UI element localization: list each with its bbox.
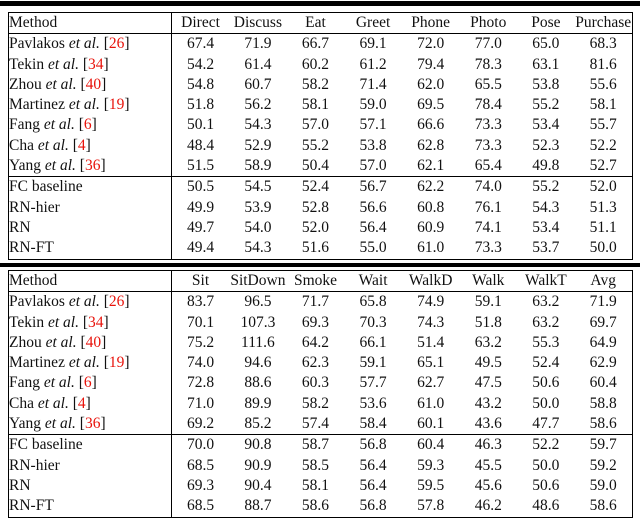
table-row [9,333,633,353]
value-cell: 54.0 [244,218,272,236]
value-cell: 59.1 [359,354,387,372]
table-row [9,394,633,414]
value-cell: 75.2 [186,333,215,351]
column-header: Purchase [575,13,633,34]
value-cell: 73.3 [474,116,502,134]
column-header: Sit [172,271,230,292]
value-cell: 81.6 [589,55,617,73]
value-cell: 58.5 [301,456,330,474]
value-cell: 54.5 [229,177,287,198]
method-cell: Zhou et al. [40] [9,75,172,95]
method-cell [9,456,172,476]
value-cell: 52.4 [287,177,345,198]
method-cell: Pavlakos et al. [26] [9,292,172,313]
value-cell: 74.3 [417,313,445,331]
value-cell: 57.4 [301,415,330,433]
value-cell: 53.6 [359,394,387,412]
value-cell: 72.0 [417,35,445,53]
method-name: Tekin [9,55,45,73]
value-cell: 111.6 [241,333,275,351]
value-cell: 47.7 [532,415,560,433]
value-cell: 48.4 [186,136,215,154]
value-cell: 74.0 [459,177,517,198]
etal-text: et al. [44,415,76,433]
method-cell [9,238,172,259]
value-cell: 63.2 [532,293,560,311]
citation-number: 26 [108,293,125,311]
method-cell: Tekin et al. [34] [9,55,172,75]
value-cell: 61.4 [244,55,272,73]
value-cell: 78.3 [474,55,502,73]
value-cell: 48.6 [532,497,560,515]
citation-number: 6 [83,374,92,392]
value-cell: 50.0 [589,239,617,257]
column-header-method: Method [9,13,172,34]
header-row [9,13,633,34]
value-cell: 68.3 [589,35,617,53]
value-cell: 83.7 [186,293,215,311]
etal-text: et al. [68,96,100,114]
column-header-method: Method [9,271,172,292]
column-header: Wait [344,271,402,292]
citation-number: 40 [85,333,102,351]
etal-text: et al. [44,157,76,175]
etal-text: et al. [47,313,79,331]
value-cell: 61.0 [417,394,445,412]
method-name: RN-FT [9,239,54,257]
etal-text: et al. [45,75,77,93]
citation-number: 34 [88,55,104,73]
column-header: Discuss [229,13,287,34]
citation-number: 6 [83,116,92,134]
value-cell: 107.3 [240,313,276,331]
value-cell: 58.1 [301,476,330,494]
value-cell: 71.4 [359,75,387,93]
value-cell: 60.4 [589,374,617,392]
value-cell: 76.1 [474,198,502,216]
value-cell: 62.8 [417,136,445,154]
value-cell: 60.4 [402,435,460,456]
method-cell [9,435,172,456]
value-cell: 60.7 [244,75,272,93]
value-cell: 45.5 [474,456,502,474]
table-row [9,292,633,313]
value-cell: 55.3 [532,333,560,351]
value-cell: 90.4 [244,476,272,494]
method-cell: Pavlakos et al. [26] [9,34,172,55]
value-cell: 73.3 [474,136,502,154]
method-name: Fang [9,116,40,134]
value-cell: 66.7 [301,35,330,53]
value-cell: 78.4 [474,96,502,114]
value-cell: 58.6 [589,415,617,433]
method-cell: Yang et al. [36] [9,156,172,177]
value-cell: 73.3 [474,239,502,257]
results-table-top [8,12,633,260]
method-name: Yang [9,157,42,175]
value-cell: 74.9 [417,293,445,311]
value-cell: 54.3 [532,198,560,216]
value-cell: 58.1 [589,96,617,114]
value-cell: 56.2 [244,96,272,114]
value-cell: 55.2 [532,96,560,114]
method-name: RN-hier [9,456,60,474]
table-row [9,95,633,115]
value-cell: 46.3 [459,435,517,456]
table-row [9,373,633,393]
value-cell: 59.5 [417,476,445,494]
method-name: Pavlakos [9,293,65,311]
citation-number: 19 [108,96,125,114]
method-cell [9,476,172,496]
column-header: Greet [344,13,402,34]
method-cell: Zhou et al. [40] [9,333,172,353]
citation-number: 4 [77,394,86,412]
value-cell: 51.6 [301,239,330,257]
method-cell: Yang et al. [36] [9,414,172,435]
value-cell: 89.9 [244,394,272,412]
value-cell: 69.2 [186,415,215,433]
header-row [9,271,633,292]
value-cell: 57.0 [359,157,387,175]
value-cell: 53.4 [532,116,560,134]
value-cell: 54.8 [186,75,215,93]
method-name: FC baseline [9,178,83,196]
value-cell: 56.4 [359,476,387,494]
value-cell: 60.8 [417,198,445,216]
method-cell [9,218,172,238]
method-cell [9,198,172,218]
value-cell: 60.1 [417,415,445,433]
value-cell: 56.6 [359,198,387,216]
value-cell: 55.2 [301,136,330,154]
table-row [9,198,633,218]
value-cell: 55.6 [589,75,617,93]
value-cell: 69.3 [186,476,215,494]
value-cell: 52.0 [301,218,330,236]
value-cell: 74.1 [474,218,502,236]
method-name: Cha [9,394,34,412]
method-name: Pavlakos [9,35,65,53]
value-cell: 57.7 [359,374,387,392]
column-header: SitDown [229,271,287,292]
value-cell: 58.7 [287,435,345,456]
value-cell: 49.4 [186,239,215,257]
value-cell: 88.6 [244,374,272,392]
value-cell: 51.8 [186,96,215,114]
method-name: Zhou [9,333,42,351]
column-header: Phone [402,13,460,34]
value-cell: 57.0 [301,116,330,134]
column-header: Avg [575,271,633,292]
value-cell: 64.2 [301,333,330,351]
method-name: RN [9,218,31,236]
etal-text: et al. [47,55,79,73]
value-cell: 58.2 [301,75,330,93]
etal-text: et al. [68,35,100,53]
value-cell: 52.4 [532,354,560,372]
table-row [9,55,633,75]
etal-text: et al. [43,116,75,134]
value-cell: 65.8 [359,293,387,311]
value-cell: 72.8 [186,374,215,392]
value-cell: 50.1 [186,116,215,134]
column-header: Pose [517,13,575,34]
value-cell: 58.4 [359,415,387,433]
table-row [9,476,633,496]
column-header: Direct [172,13,230,34]
table-row [9,353,633,373]
value-cell: 79.4 [417,55,445,73]
column-header: Walk [459,271,517,292]
value-cell: 60.9 [417,218,445,236]
value-cell: 50.0 [532,456,560,474]
value-cell: 57.1 [359,116,387,134]
table-row [9,34,633,55]
method-cell: Tekin et al. [34] [9,313,172,333]
value-cell: 56.8 [359,497,387,515]
value-cell: 71.0 [186,394,215,412]
method-name: Martinez [9,354,65,372]
citation-number: 4 [77,136,86,154]
value-cell: 59.0 [359,96,387,114]
value-cell: 85.2 [244,415,272,433]
method-name: Tekin [9,313,45,331]
value-cell: 53.9 [244,198,272,216]
value-cell: 57.8 [417,497,445,515]
value-cell: 59.0 [589,476,617,494]
method-name: Fang [9,374,40,392]
table-row [9,218,633,238]
method-cell [9,496,172,517]
value-cell: 70.1 [186,313,215,331]
value-cell: 53.8 [359,136,387,154]
value-cell: 67.4 [186,35,215,53]
value-cell: 56.4 [359,218,387,236]
value-cell: 50.6 [532,374,560,392]
value-cell: 56.7 [344,177,402,198]
value-cell: 66.1 [359,333,387,351]
method-name: RN-hier [9,198,60,216]
value-cell: 43.6 [474,415,502,433]
value-cell: 54.2 [186,55,215,73]
value-cell: 63.1 [532,55,560,73]
value-cell: 50.6 [532,476,560,494]
column-header: Eat [287,13,345,34]
value-cell: 50.0 [532,394,560,412]
value-cell: 49.5 [474,354,502,372]
column-header: WalkD [402,271,460,292]
value-cell: 58.9 [244,157,272,175]
value-cell: 51.3 [589,198,617,216]
value-cell: 71.9 [589,293,617,311]
value-cell: 96.5 [244,293,272,311]
value-cell: 63.2 [532,313,560,331]
etal-text: et al. [45,333,77,351]
column-header: Smoke [287,271,345,292]
etal-text: et al. [43,374,75,392]
value-cell: 51.1 [589,218,617,236]
value-cell: 58.6 [301,497,330,515]
value-cell: 62.0 [417,75,445,93]
citation-number: 36 [84,157,101,175]
table-row [9,456,633,476]
value-cell: 65.4 [474,157,502,175]
table-row [9,496,633,517]
value-cell: 62.7 [417,374,445,392]
method-name: RN-FT [9,497,54,515]
value-cell: 88.7 [244,497,272,515]
value-cell: 62.9 [589,354,617,372]
value-cell: 68.5 [186,497,215,515]
etal-text: et al. [37,394,69,412]
value-cell: 49.9 [186,198,215,216]
value-cell: 52.7 [589,157,617,175]
value-cell: 62.3 [301,354,330,372]
table-row [9,115,633,135]
value-cell: 47.5 [474,374,502,392]
value-cell: 53.4 [532,218,560,236]
value-cell: 77.0 [474,35,502,53]
table-row [9,313,633,333]
value-cell: 61.2 [359,55,387,73]
etal-text: et al. [68,293,100,311]
value-cell: 58.8 [589,394,617,412]
value-cell: 59.1 [474,293,502,311]
method-name: RN [9,476,31,494]
table-row [9,238,633,259]
method-cell: Martinez et al. [19] [9,95,172,115]
value-cell: 52.2 [517,435,575,456]
table-row [9,136,633,156]
value-cell: 61.0 [417,239,445,257]
value-cell: 52.8 [301,198,330,216]
method-name: Cha [9,136,34,154]
table-row [9,177,633,198]
value-cell: 53.8 [532,75,560,93]
etal-text: et al. [37,136,69,154]
value-cell: 50.4 [301,157,330,175]
method-cell: Fang et al. [6] [9,115,172,135]
value-cell: 52.9 [244,136,272,154]
method-name: Zhou [9,75,42,93]
value-cell: 62.2 [402,177,460,198]
value-cell: 94.6 [244,354,272,372]
citation-number: 19 [108,354,125,372]
value-cell: 53.7 [532,239,560,257]
citation-number: 34 [88,313,104,331]
method-cell [9,177,172,198]
value-cell: 46.2 [474,497,502,515]
results-table-bottom [8,270,633,518]
value-cell: 66.6 [417,116,445,134]
value-cell: 43.2 [474,394,502,412]
value-cell: 51.5 [186,157,215,175]
value-cell: 70.0 [172,435,230,456]
table-row [9,435,633,456]
column-header: WalkT [517,271,575,292]
value-cell: 45.6 [474,476,502,494]
value-cell: 55.7 [589,116,617,134]
value-cell: 68.5 [186,456,215,474]
value-cell: 90.9 [244,456,272,474]
value-cell: 63.2 [474,333,502,351]
method-cell: Martinez et al. [19] [9,353,172,373]
method-cell: Fang et al. [6] [9,373,172,393]
value-cell: 51.8 [474,313,502,331]
value-cell: 58.2 [301,394,330,412]
value-cell: 65.5 [474,75,502,93]
value-cell: 69.3 [301,313,330,331]
value-cell: 65.0 [532,35,560,53]
value-cell: 56.8 [344,435,402,456]
citation-number: 36 [84,415,101,433]
value-cell: 90.8 [229,435,287,456]
value-cell: 54.3 [244,116,272,134]
value-cell: 59.3 [417,456,445,474]
value-cell: 59.7 [575,435,633,456]
method-name: FC baseline [9,436,83,454]
value-cell: 56.4 [359,456,387,474]
value-cell: 69.5 [417,96,445,114]
value-cell: 51.4 [417,333,445,351]
mid-thick-rule [0,263,640,267]
value-cell: 50.5 [172,177,230,198]
value-cell: 58.1 [301,96,330,114]
method-cell: Cha et al. [4] [9,136,172,156]
value-cell: 69.1 [359,35,387,53]
value-cell: 52.2 [589,136,617,154]
citation-number: 26 [108,35,125,53]
value-cell: 60.2 [301,55,330,73]
value-cell: 58.6 [589,497,617,515]
value-cell: 52.3 [532,136,560,154]
value-cell: 55.0 [359,239,387,257]
value-cell: 54.3 [244,239,272,257]
value-cell: 60.3 [301,374,330,392]
value-cell: 71.9 [244,35,272,53]
column-header: Photo [459,13,517,34]
value-cell: 64.9 [589,333,617,351]
value-cell: 55.2 [517,177,575,198]
method-name: Yang [9,415,42,433]
etal-text: et al. [68,354,100,372]
table-row [9,75,633,95]
value-cell: 62.1 [417,157,445,175]
value-cell: 74.0 [186,354,215,372]
method-name: Martinez [9,96,65,114]
value-cell: 49.8 [532,157,560,175]
value-cell: 59.2 [589,456,617,474]
value-cell: 65.1 [417,354,445,372]
value-cell: 69.7 [589,313,617,331]
value-cell: 52.0 [575,177,633,198]
citation-number: 40 [85,75,102,93]
value-cell: 70.3 [359,313,387,331]
table-row [9,414,633,435]
table-row [9,156,633,177]
top-thick-rule [0,1,640,6]
value-cell: 49.7 [186,218,215,236]
method-cell: Cha et al. [4] [9,394,172,414]
value-cell: 71.7 [301,293,330,311]
